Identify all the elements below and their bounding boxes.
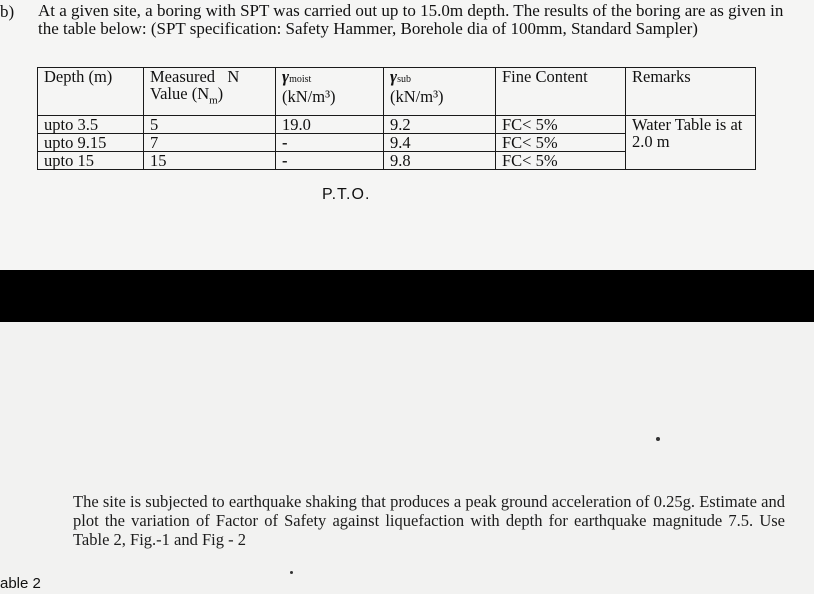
measured-value-label: Value (N <box>150 84 210 103</box>
gamma-moist-symbol <box>282 68 377 88</box>
black-separator-band <box>0 270 814 322</box>
gamma-sub-symbol <box>390 68 489 88</box>
header-measured-n <box>144 68 276 116</box>
cell-moist: - <box>276 134 384 152</box>
cell-n: 5 <box>144 116 276 134</box>
ink-speck <box>656 437 660 441</box>
cell-sub: 9.8 <box>384 152 496 170</box>
ink-speck <box>290 571 293 574</box>
cell-fc: FC< 5% <box>496 116 626 134</box>
cell-moist: - <box>276 152 384 170</box>
cell-n: 15 <box>144 152 276 170</box>
header-fine-content: Fine Content <box>496 68 626 116</box>
header-remarks: Remarks <box>626 68 756 116</box>
cell-depth: upto 9.15 <box>38 134 144 152</box>
cell-n: 7 <box>144 134 276 152</box>
gamma-sub-unit: (kN/m³) <box>390 87 444 106</box>
cell-fc: FC< 5% <box>496 152 626 170</box>
cell-sub: 9.4 <box>384 134 496 152</box>
cell-depth: upto 15 <box>38 152 144 170</box>
table-row <box>38 116 756 134</box>
lower-page-scan <box>0 322 814 594</box>
cell-sub: 9.2 <box>384 116 496 134</box>
measured-subscript: m <box>209 94 218 107</box>
cell-moist: 19.0 <box>276 116 384 134</box>
cell-fc: FC< 5% <box>496 134 626 152</box>
gamma-moist-glyph: γ <box>282 67 290 86</box>
gamma-sub-subscript: sub <box>397 74 411 85</box>
pto-label: P.T.O. <box>322 186 371 203</box>
question-label: b) <box>0 2 15 21</box>
gamma-moist-unit: (kN/m³) <box>282 87 336 106</box>
header-depth: Depth (m) <box>38 68 144 116</box>
table-2-caption: able 2 <box>0 575 41 592</box>
cell-depth: upto 3.5 <box>38 116 144 134</box>
header-measured-line1: Measured N <box>150 67 240 86</box>
measured-close-paren: ) <box>217 84 224 103</box>
bottom-question-text: The site is subjected to earthquake shaking that produces a peak ground acceleration of 0.25g. Estimate and plot the variation of Factor of Safety against liquefaction with depth for earthquake magnitude 7.5. Use Table 2, Fig.-1 and Fig - 2 <box>73 492 785 549</box>
question-text: At a given site, a boring with SPT was carried out up to 15.0m depth. The results of the boring are as given in the table below: (SPT specification: Safety Hammer, Borehole dia of 100mm, Standard Sampler) <box>38 1 784 38</box>
gamma-sub-glyph: γ <box>390 67 398 86</box>
header-gamma-sub <box>384 68 496 116</box>
header-measured-line2 <box>150 85 269 109</box>
cell-remarks: Water Table is at 2.0 m <box>626 116 756 170</box>
spt-results-table <box>37 67 756 170</box>
gamma-moist-subscript: moist <box>289 74 312 85</box>
table-header-row <box>38 68 756 116</box>
header-gamma-moist <box>276 68 384 116</box>
